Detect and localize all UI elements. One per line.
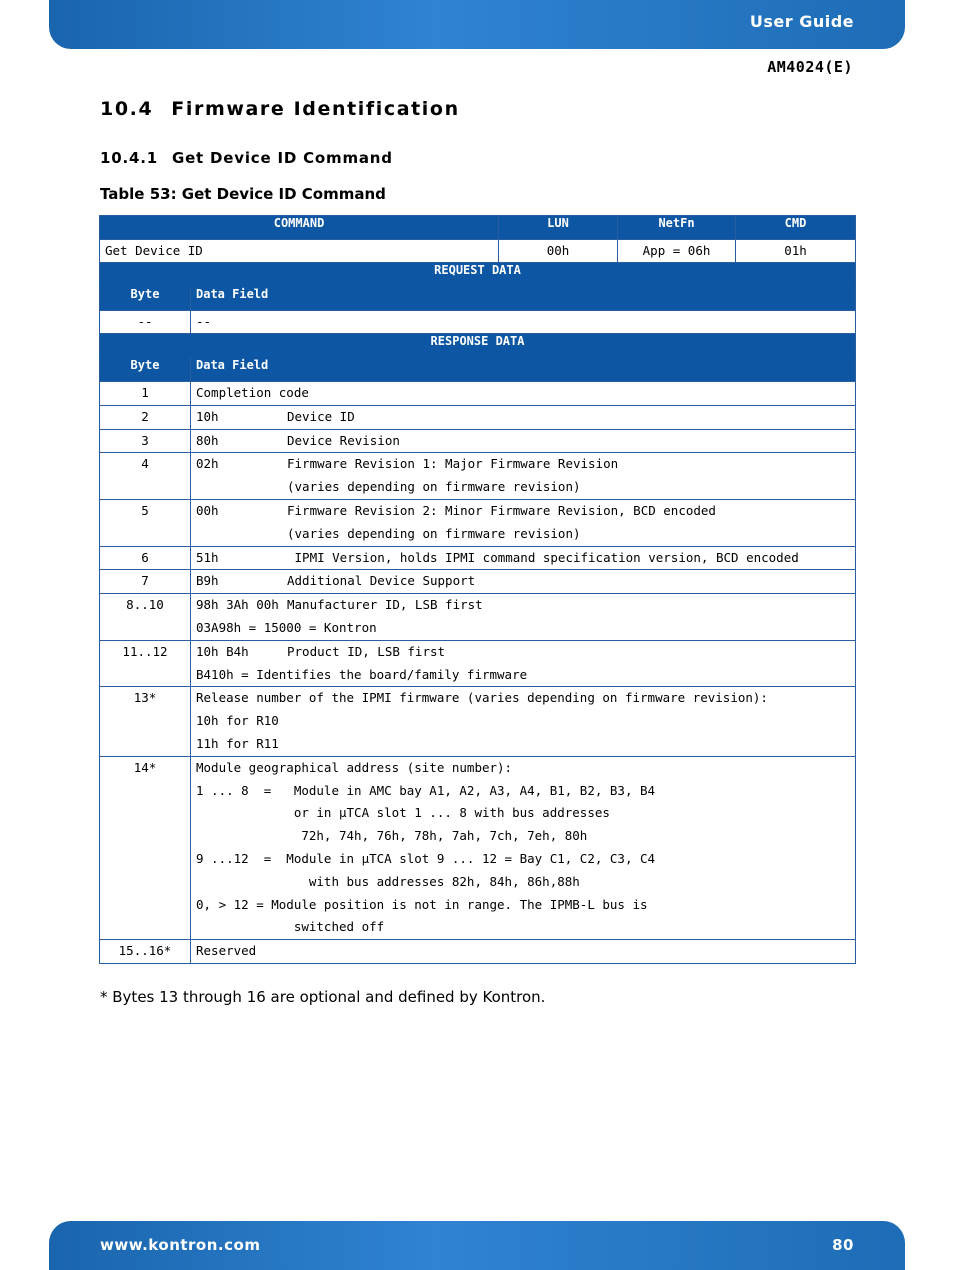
field-line (196, 430, 850, 453)
field-line (196, 523, 850, 546)
field-line (196, 664, 850, 687)
request-field: -- (191, 311, 856, 334)
byte-cell (100, 405, 191, 429)
field-value: 00h (196, 502, 219, 518)
field-cell (191, 570, 856, 594)
byte-value: 4 (141, 456, 149, 472)
field-description: Product ID, LSB first (287, 643, 446, 659)
byte-cell (100, 546, 191, 570)
field-text: 1 ... 8 = Module in AMC bay A1, A2, A3, A4, B1, B2, B3, B4 (196, 782, 656, 798)
byte-cell (100, 570, 191, 594)
field-line (196, 757, 850, 780)
field-line (196, 453, 850, 476)
response-field-label: Data Field (191, 358, 856, 382)
field-description: Device Revision (287, 432, 400, 448)
page-number: 80 (832, 1236, 854, 1254)
field-text: Completion code (196, 385, 309, 400)
byte-value: 15..16* (118, 943, 172, 959)
response-title-row (100, 334, 856, 358)
field-value: 80h (196, 432, 219, 448)
field-value: 98h 3Ah 00h (196, 597, 279, 613)
field-line (196, 710, 850, 733)
field-cell (191, 594, 856, 641)
field-line (196, 848, 850, 871)
command-name: Get Device ID (100, 240, 499, 263)
product-name: AM4024(E) (767, 58, 853, 76)
field-description: Firmware Revision 1: Major Firmware Revision (287, 456, 619, 472)
field-line (196, 406, 850, 429)
field-text: with bus addresses 82h, 84h, 86h,88h (196, 873, 580, 889)
byte-value: 1 (141, 385, 149, 400)
command-row (100, 240, 856, 263)
field-description: Additional Device Support (287, 573, 476, 589)
field-cell (191, 382, 856, 406)
response-subheader (100, 358, 856, 382)
field-cell (191, 453, 856, 500)
table-row (100, 687, 856, 756)
field-text: 0, > 12 = Module position is not in range. The IPMB-L bus is (196, 896, 648, 912)
field-description: (varies depending on firmware revision) (287, 525, 581, 541)
footer-band (49, 1221, 905, 1270)
byte-cell (100, 687, 191, 756)
field-value: 02h (196, 456, 219, 472)
table-row (100, 429, 856, 453)
table-row (100, 756, 856, 939)
byte-value: 14* (133, 759, 157, 775)
table-row (100, 499, 856, 546)
table-row (100, 640, 856, 687)
col-lun: LUN (499, 216, 618, 240)
field-line (196, 940, 850, 963)
field-description: IPMI Version, holds IPMI command specification version, BCD encoded (287, 549, 799, 565)
byte-cell (100, 640, 191, 687)
field-line (196, 733, 850, 756)
field-line (196, 382, 850, 405)
field-line (196, 802, 850, 825)
request-row (100, 311, 856, 334)
table-header-row (100, 216, 856, 240)
command-cmd: 01h (736, 240, 856, 263)
field-description: Manufacturer ID, LSB first (287, 597, 483, 613)
header-band (49, 0, 905, 49)
field-line (196, 687, 850, 710)
field-line (196, 594, 850, 617)
byte-cell (100, 429, 191, 453)
col-cmd: CMD (736, 216, 856, 240)
byte-value: 5 (141, 502, 149, 518)
field-description: (varies depending on firmware revision) (287, 479, 581, 495)
field-line (196, 780, 850, 803)
field-text: switched off (196, 919, 385, 935)
request-title: REQUEST DATA (100, 263, 856, 287)
section-number: 10.4 (100, 98, 154, 120)
field-text: 03A98h = 15000 = Kontron (196, 619, 377, 635)
field-line (196, 500, 850, 523)
field-line (196, 570, 850, 593)
command-lun: 00h (499, 240, 618, 263)
field-line (196, 547, 850, 570)
byte-cell (100, 453, 191, 500)
table-row (100, 453, 856, 500)
field-text: Reserved (196, 943, 257, 959)
field-line (196, 825, 850, 848)
table-row (100, 405, 856, 429)
response-byte-label: Byte (100, 358, 191, 382)
field-value: 51h (196, 549, 219, 565)
field-line (196, 476, 850, 499)
table-row (100, 382, 856, 406)
field-line (196, 641, 850, 664)
field-line (196, 617, 850, 640)
col-command: COMMAND (100, 216, 499, 240)
byte-value: 2 (141, 408, 149, 424)
byte-cell (100, 499, 191, 546)
header-title: User Guide (749, 12, 854, 31)
byte-cell (100, 594, 191, 641)
field-text: B410h = Identifies the board/family firmware (196, 666, 528, 682)
table-row (100, 594, 856, 641)
request-byte: -- (100, 311, 191, 334)
field-cell (191, 546, 856, 570)
field-value: 10h B4h (196, 643, 249, 659)
section-heading (100, 98, 460, 120)
footnote: * Bytes 13 through 16 are optional and defined by Kontron. (100, 988, 546, 1006)
field-text: 9 ...12 = Module in µTCA slot 9 ... 12 = Bay C1, C2, C3, C4 (196, 850, 656, 866)
byte-value: 11..12 (122, 643, 168, 659)
byte-value: 8..10 (126, 597, 164, 613)
field-description: Device ID (287, 408, 355, 424)
table-row (100, 546, 856, 570)
table-row (100, 570, 856, 594)
command-netfn: App = 06h (618, 240, 736, 263)
field-text: 72h, 74h, 76h, 78h, 7ah, 7ch, 7eh, 80h (196, 828, 588, 844)
footer-url: www.kontron.com (100, 1236, 261, 1254)
subsection-title: Get Device ID Command (171, 149, 393, 167)
field-cell (191, 405, 856, 429)
byte-value: 7 (141, 573, 149, 589)
field-text: Module geographical address (site number): (196, 759, 513, 775)
field-description: Firmware Revision 2: Minor Firmware Revision, BCD encoded (287, 502, 716, 518)
subsection-heading (100, 149, 393, 167)
field-cell (191, 687, 856, 756)
request-field-label: Data Field (191, 287, 856, 311)
table-row (100, 940, 856, 964)
table-caption: Table 53: Get Device ID Command (100, 185, 386, 203)
field-text: or in µTCA slot 1 ... 8 with bus addresses (196, 805, 610, 821)
response-title: RESPONSE DATA (100, 334, 856, 358)
response-rows (100, 382, 856, 964)
field-text: 11h for R11 (196, 735, 279, 751)
field-cell (191, 429, 856, 453)
col-netfn: NetFn (618, 216, 736, 240)
section-title: Firmware Identification (171, 98, 460, 120)
request-byte-label: Byte (100, 287, 191, 311)
field-value: B9h (196, 573, 219, 589)
field-text: 10h for R10 (196, 713, 279, 729)
device-id-table (99, 215, 856, 964)
field-line (196, 871, 850, 894)
byte-value: 6 (141, 549, 149, 565)
field-cell (191, 756, 856, 939)
field-line (196, 894, 850, 917)
field-cell (191, 640, 856, 687)
field-text: Release number of the IPMI firmware (varies depending on firmware revision): (196, 690, 768, 706)
field-line (196, 916, 850, 939)
byte-cell (100, 756, 191, 939)
field-value: 10h (196, 408, 219, 424)
field-cell (191, 940, 856, 964)
byte-cell (100, 940, 191, 964)
byte-value: 3 (141, 432, 149, 448)
request-subheader (100, 287, 856, 311)
byte-cell (100, 382, 191, 406)
field-cell (191, 499, 856, 546)
byte-value: 13* (133, 690, 157, 706)
subsection-number: 10.4.1 (100, 149, 158, 167)
request-title-row (100, 263, 856, 287)
